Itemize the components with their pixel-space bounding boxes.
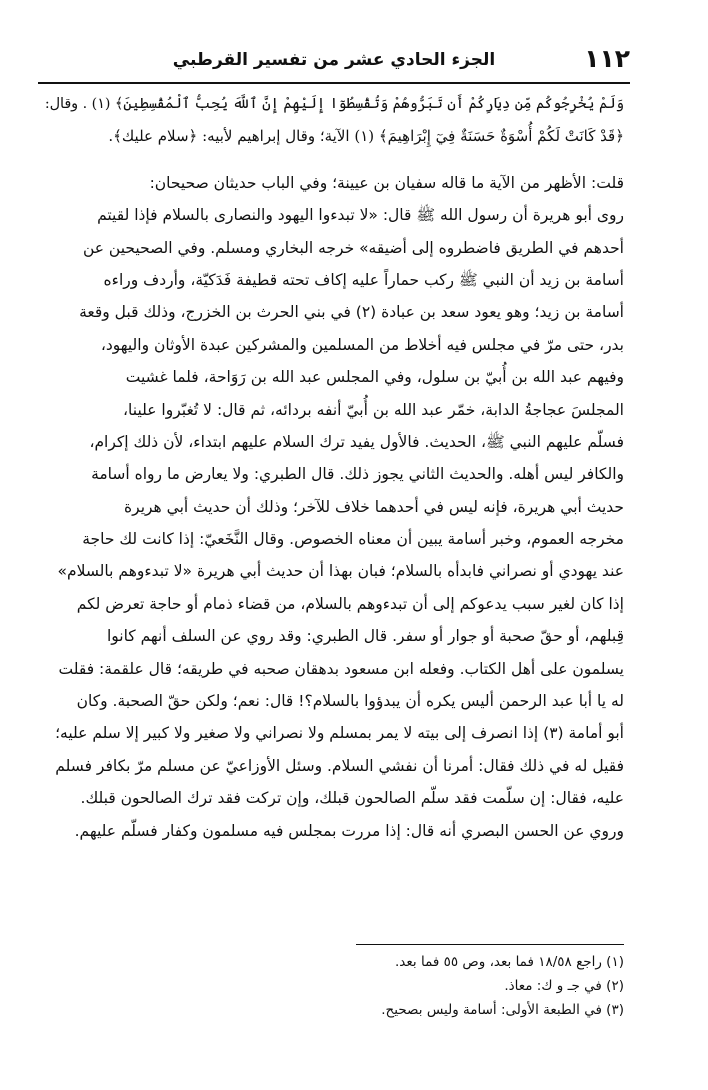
text-line: أسامة بن زيد أن النبي ﷺ ركب حماراً عليه إكاف تحته قطيفة فَدَكيّة، وأردف وراءه (103, 270, 624, 289)
footnotes (250, 950, 624, 1022)
text-line: المجلسَ عجاجةُ الدابة، خمّر عبد الله بن أُبيّ أنفه بردائه، ثم قال: لا تُغبّروا علينا، (123, 400, 624, 419)
text-line: عليه، فقال: إن سلّمت فقد سلّم الصالحون قبلك، وإن تركت فقد ترك الصالحون قبلك. (80, 789, 624, 808)
text-line: عند يهودي أو نصراني فابدأه بالسلام؛ فبان بهذا أن حديث أبي هريرة «لا تبدءوهم بالسلام» (57, 562, 624, 581)
text-line: له يا أبا عبد الرحمن أليس يكره أن يبدؤوا بالسلام؟! قال: نعم؛ ولكن حقّ الصحبة. وكان (76, 692, 624, 711)
text-line: يسلمون على أهل الكتاب. وفعله ابن مسعود بدهقان صحبه في طريقه؛ قال علقمة: فقلت (58, 659, 624, 678)
text-line: والكافر ليس أهله. والحديث الثاني يجوز ذلك. قال الطبري: ولا يعارض ما رواه أسامة (91, 465, 624, 484)
text-line: أبو أمامة (٣) إذا انصرف إلى بيته لا يمر بمسلم ولا نصراني ولا صغير ولا كبير إلا سلم عليه؛ (55, 724, 624, 743)
text-line: أسامة بن زيد؛ وهو يعود سعد بن عبادة (٢) في بني الحرث بن الخزرج، وذلك قبل وقعة (79, 303, 624, 322)
text-line: وروي عن الحسن البصري أنه قال: إذا مررت بمجلس فيه مسلمون وكفار فسلّم عليهم. (74, 821, 624, 840)
quran-verse-line: وَلَمْ يُخْرِجُوكُم مِّن دِيَارِكُمْ أَن تَبَرُّوهُمْ وَتُقْسِطُوٓا إِلَيْهِمْ إِنَّ ٱللَّهَ يُحِبُّ ٱلْمُقْسِطِينَ﴾ (١) . وقال: (44, 96, 624, 112)
text-line: قِبلهم، أو حقّ صحبة أو جوار أو سفر. قال الطبري: وقد روي عن السلف أنهم كانوا (106, 627, 624, 646)
paragraph-spacer (38, 153, 624, 167)
text-line: أحدهم في الطريق فاضطروه إلى أضيقه» خرجه البخاري ومسلم. وفي الصحيحين عن (82, 238, 624, 257)
footnote: (٣) في الطبعة الأولى: أسامة وليس بصحيح. (381, 1002, 624, 1018)
footnote: (٢) في جـ و ك: معاذ. (504, 978, 624, 994)
text-line: قلت: الأظهر من الآية ما قاله سفيان بن عيينة؛ وفي الباب حديثان صحيحان: (149, 173, 624, 192)
text-line: إذا كان لغير سبب يدعوكم إلى أن تبدءوهم بالسلام، من قضاء ذمام أو حاجة تعرض لكم (76, 594, 624, 613)
text-line: فقيل له في ذلك فقال: أمرنا أن نفشي السلام. وسئل الأوزاعيّ عن مسلم مرّ بكافر فسلم (55, 756, 624, 775)
running-title: الجزء الحادي عشر من تفسير القرطبي (172, 50, 496, 70)
body-text (38, 88, 624, 847)
text-line: فسلّم عليهم النبي ﷺ، الحديث. فالأول يفيد ترك السلام عليهم ابتداء، لأن ذلك إكرام، (89, 432, 624, 451)
page-number: ١١٢ (584, 44, 630, 73)
text-line: مخرجه العموم، وخبر أسامة يبين أن معناه الخصوص. وقال النَّخَعيّ: إذا كانت لك حاجة (82, 530, 624, 549)
page-header (38, 40, 630, 84)
text-line: حديث أبي هريرة، فإنه ليس في أحدهما خلاف للآخر؛ وذلك أن حديث أبي هريرة (124, 497, 624, 516)
text-line: وفيهم عبد الله بن أُبيّ بن سلول، وفي المجلس عبد الله بن رَوَاحة، فلما غشيت (125, 368, 624, 387)
text-line: روى أبو هريرة أن رسول الله ﷺ قال: «لا تبدءوا اليهود والنصارى بالسلام فإذا لقيتم (97, 206, 624, 225)
text-line: بدر، حتى مرّ في مجلس فيه أخلاط من المسلمين والمشركين عبدة الأوثان واليهود، (100, 335, 624, 354)
footnote: (١) راجع ١٨/٥٨ فما بعد، وص ٥٥ فما بعد. (395, 954, 624, 970)
footnote-separator (356, 944, 624, 945)
quran-verse-line: ﴿قَدْ كَانَتْ لَكُمْ أُسْوَةٌ حَسَنَةٌ فِيٓ إِبْرَاهِيمَ﴾ (١) الآية؛ وقال إبراهيم لأبيه: ﴿سلام عليك﴾. (108, 127, 624, 146)
